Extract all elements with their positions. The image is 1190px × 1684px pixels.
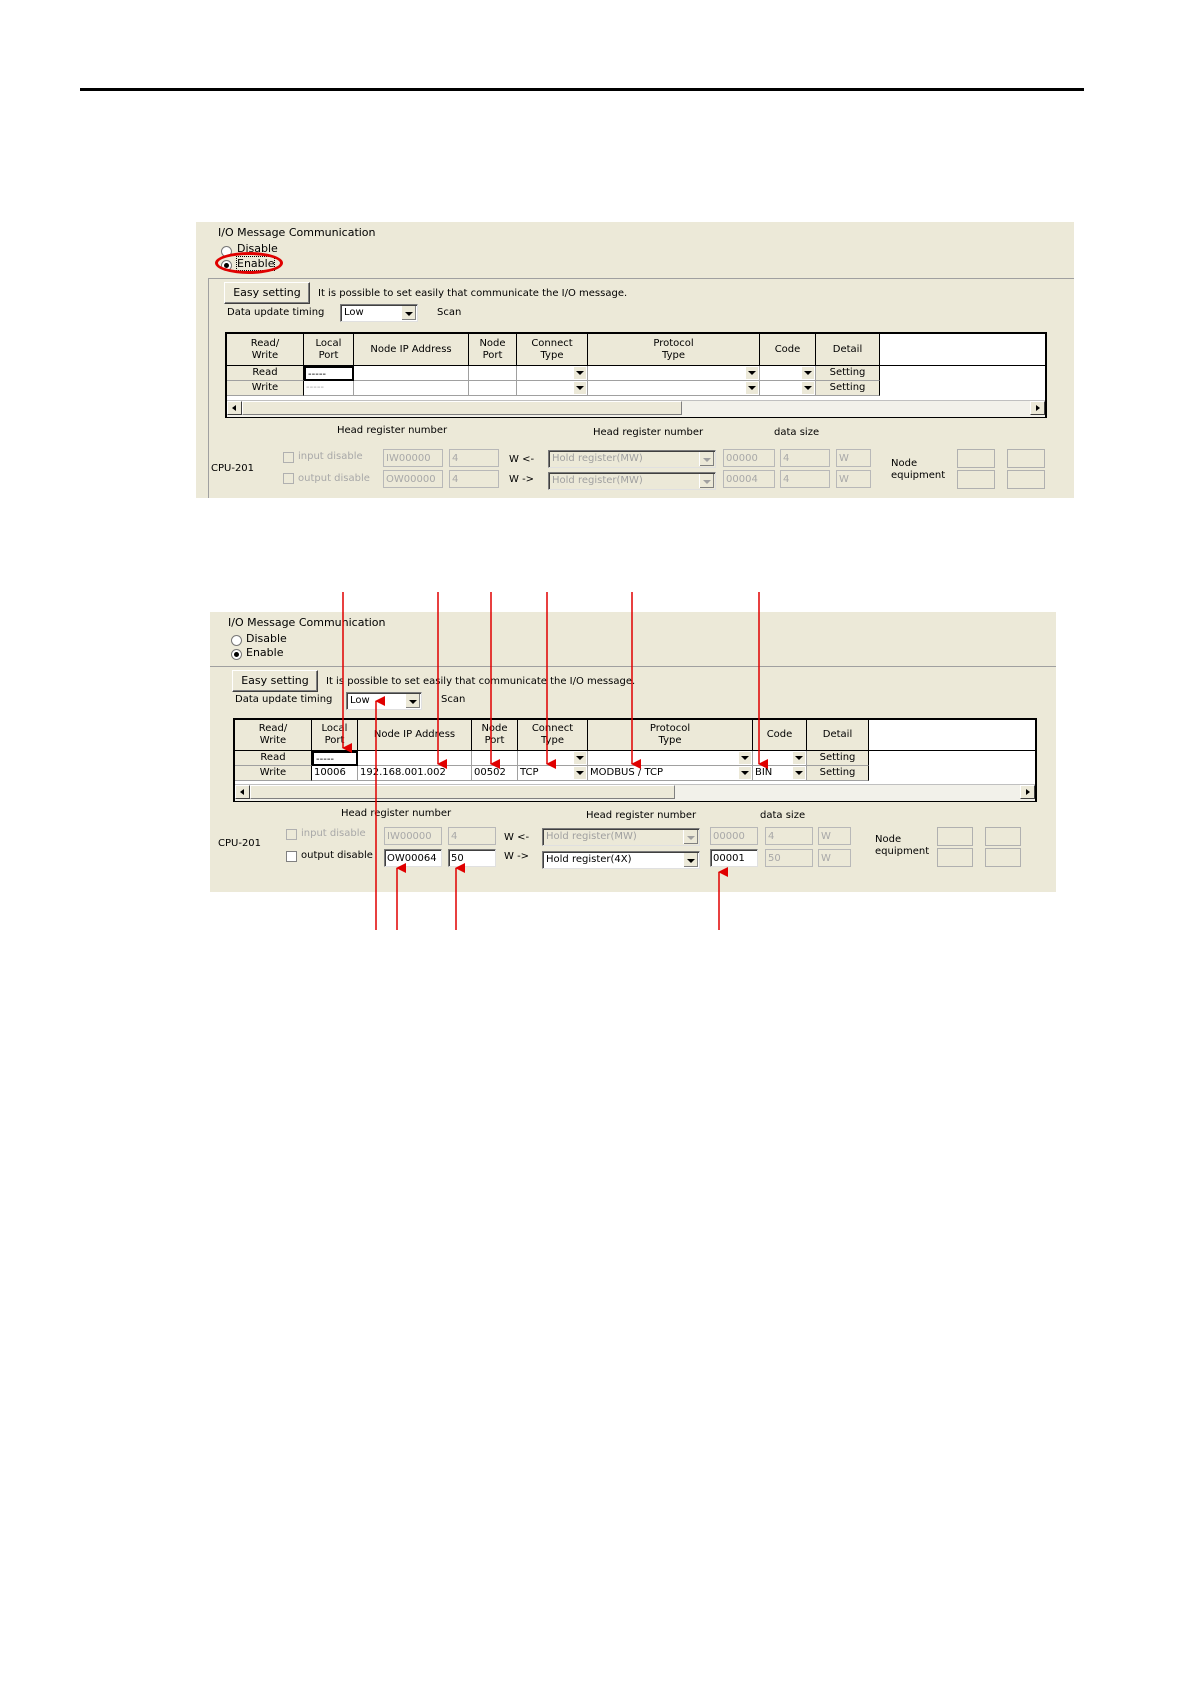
col-node-port: Node Port: [469, 334, 517, 366]
input-unit-field: W: [818, 827, 851, 845]
input-head-field[interactable]: 00000: [723, 449, 775, 467]
output-register-field[interactable]: OW00064: [384, 849, 442, 867]
col-protocol-type: Protocol Type: [588, 720, 753, 751]
detail-setting-button[interactable]: Setting: [807, 766, 869, 781]
input-size-field[interactable]: 4: [449, 449, 499, 467]
input-datasize-field[interactable]: 4: [780, 449, 830, 467]
output-type-value: Hold register(MW): [552, 475, 643, 486]
data-update-value: Low: [350, 695, 370, 706]
input-register-field[interactable]: IW00000: [383, 449, 443, 467]
cpu-label: CPU-201: [218, 838, 262, 849]
cell-node-port[interactable]: 00502: [472, 766, 518, 781]
input-size-field[interactable]: 4: [448, 827, 496, 845]
scan-label: Scan: [441, 694, 466, 705]
output-unit-field: W: [836, 470, 871, 488]
node-equipment-label: Node equipment: [891, 458, 946, 481]
col-node-ip: Node IP Address: [358, 720, 472, 751]
input-datasize-field[interactable]: 4: [765, 827, 813, 845]
data-update-label: Data update timing: [227, 307, 325, 318]
radio-disable-label: Disable: [246, 632, 287, 645]
col-detail: Detail: [816, 334, 880, 366]
easy-setting-button[interactable]: Easy setting: [224, 282, 310, 304]
input-type-value: Hold register(MW): [552, 453, 643, 464]
cell-node-ip[interactable]: 192.168.001.002: [358, 766, 472, 781]
easy-setting-button[interactable]: Easy setting: [232, 670, 318, 692]
head-register-label-2: Head register number: [586, 810, 697, 821]
output-unit-field: W: [818, 849, 851, 867]
cpu-label: CPU-201: [211, 463, 255, 474]
input-type-value: Hold register(MW): [546, 831, 637, 842]
row-write-label: Write: [227, 381, 304, 396]
w-in-label: W <-: [509, 454, 535, 465]
data-update-value: Low: [344, 307, 364, 318]
code-value: BIN: [755, 767, 773, 778]
col-connect-type: Connect Type: [517, 334, 588, 366]
output-size-field[interactable]: 4: [449, 470, 499, 488]
input-register-field[interactable]: IW00000: [384, 827, 442, 845]
easy-setting-text: It is possible to set easily that communicate the I/O message.: [326, 676, 636, 687]
section-title: I/O Message Communication: [218, 226, 376, 239]
row-write-label: Write: [235, 766, 312, 781]
output-type-value: Hold register(4X): [546, 854, 632, 865]
data-size-label: data size: [760, 810, 806, 821]
col-detail: Detail: [807, 720, 869, 751]
col-node-port: Node Port: [472, 720, 518, 751]
col-local-port: Local Port: [312, 720, 358, 751]
output-register-field[interactable]: OW00000: [383, 470, 443, 488]
head-register-label: Head register number: [341, 808, 452, 819]
data-size-label: data size: [774, 427, 820, 438]
col-code: Code: [760, 334, 816, 366]
scan-label: Scan: [437, 307, 462, 318]
w-out-label: W ->: [504, 851, 530, 862]
col-local-port: Local Port: [304, 334, 354, 366]
output-datasize-field[interactable]: 4: [780, 470, 830, 488]
output-head-field[interactable]: 00004: [723, 470, 775, 488]
input-disable-label: input disable: [298, 451, 363, 462]
col-protocol-type: Protocol Type: [588, 334, 760, 366]
easy-setting-text: It is possible to set easily that communicate the I/O message.: [318, 288, 628, 299]
col-code: Code: [753, 720, 807, 751]
section-title: I/O Message Communication: [228, 616, 386, 629]
output-size-field[interactable]: 50: [448, 849, 496, 867]
input-disable-label: input disable: [301, 828, 366, 839]
col-read-write: Read/ Write: [227, 334, 304, 366]
output-datasize-field[interactable]: 50: [765, 849, 813, 867]
output-disable-label: output disable: [298, 473, 370, 484]
radio-enable-label: Enable: [237, 257, 275, 270]
cell-local-port[interactable]: 10006: [312, 766, 358, 781]
detail-setting-button[interactable]: Setting: [807, 751, 869, 766]
connect-value: TCP: [520, 767, 539, 778]
input-unit-field: W: [836, 449, 871, 467]
col-read-write: Read/ Write: [235, 720, 312, 751]
radio-enable-label: Enable: [246, 646, 284, 659]
protocol-value: MODBUS / TCP: [590, 767, 663, 778]
w-out-label: W ->: [509, 474, 535, 485]
cell-local-port[interactable]: -----: [304, 381, 354, 396]
output-disable-label: output disable: [301, 850, 373, 861]
col-connect-type: Connect Type: [518, 720, 588, 751]
w-in-label: W <-: [504, 832, 530, 843]
col-node-ip: Node IP Address: [354, 334, 469, 366]
radio-disable-label: Disable: [237, 242, 278, 255]
input-head-field[interactable]: 00000: [710, 827, 758, 845]
data-update-label: Data update timing: [235, 694, 333, 705]
cell-local-port[interactable]: -----: [312, 751, 358, 766]
detail-setting-button[interactable]: Setting: [816, 381, 880, 396]
node-equipment-label: Node equipment: [875, 834, 930, 857]
row-read-label: Read: [227, 366, 304, 381]
row-read-label: Read: [235, 751, 312, 766]
head-register-label: Head register number: [337, 425, 448, 436]
head-register-label-2: Head register number: [593, 427, 704, 438]
cell-local-port[interactable]: -----: [304, 366, 354, 381]
detail-setting-button[interactable]: Setting: [816, 366, 880, 381]
output-head-field[interactable]: 00001: [710, 849, 758, 867]
